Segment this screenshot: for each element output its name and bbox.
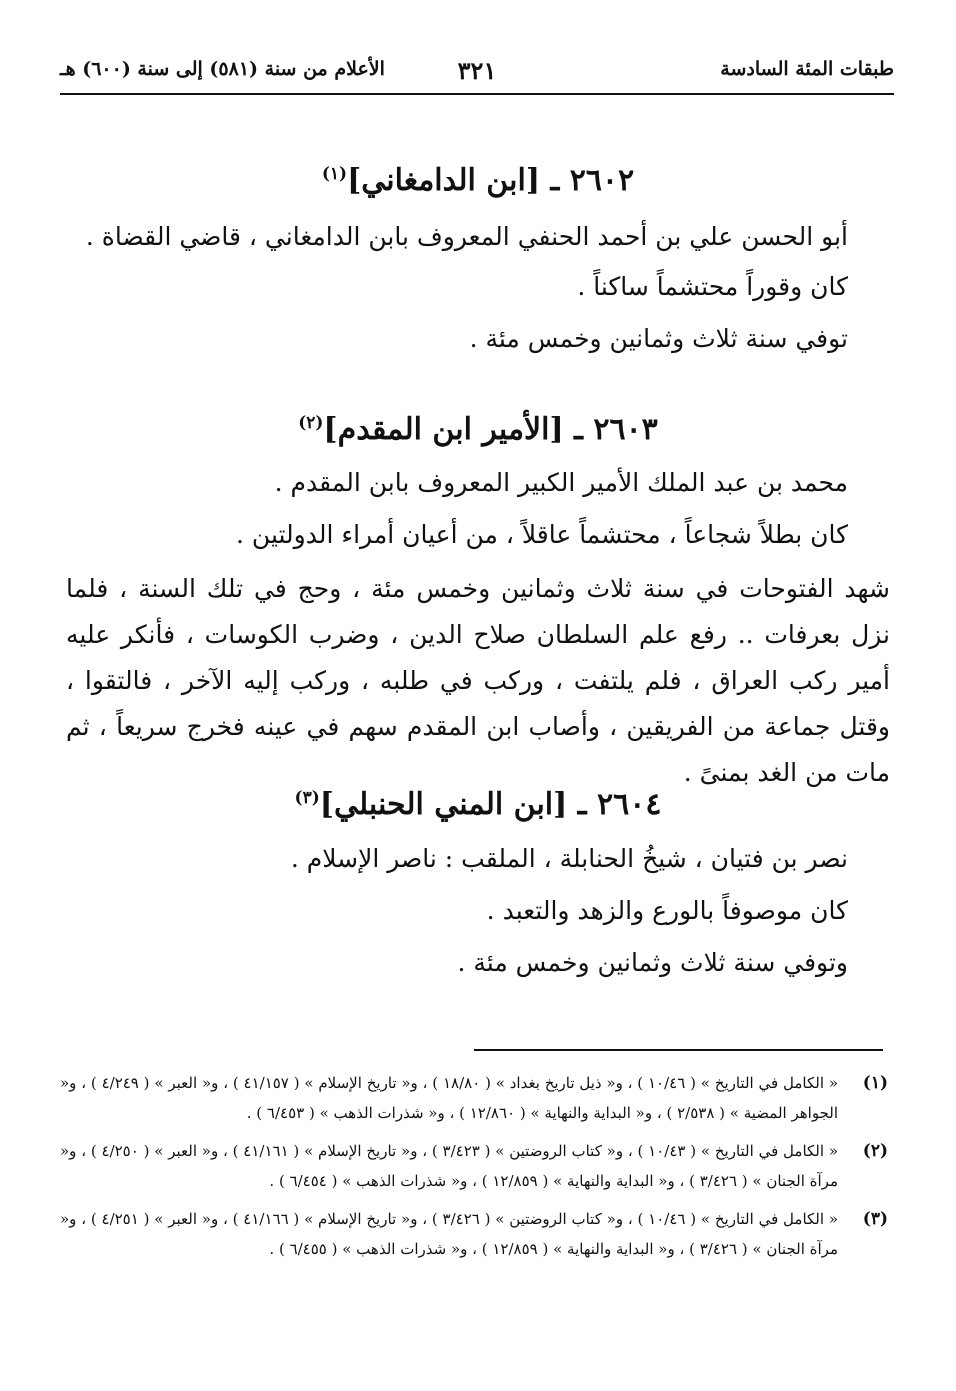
footnote-text: « الكامل في التاريخ » ( ١٠/٤٦ ) ، و« ذيل تاريخ بغداد » ( ١٨/٨٠ ) ، و« تاريخ الإسلام » ( ٤١/١٥٧ ) ، و« العبر » ( ٤/٢٤٩ ) ، و« الجواهر المضية » ( ٢/٥٣٨ ) ، و« البداية والنهاية » ( ١٢/٨٦٠ ) ، و« شذرات الذهب » ( ٦/٤٥٣ ) . xyxy=(60,1074,838,1122)
range-title: الأعلام من سنة (٥٨١) إلى سنة (٦٠٠) هـ xyxy=(60,58,385,80)
footnote-number: (٢) xyxy=(862,1141,888,1161)
footnote xyxy=(60,1136,888,1196)
footnote-divider xyxy=(474,1049,883,1051)
running-header xyxy=(60,58,894,98)
footnote-ref: (٢) xyxy=(298,413,324,433)
section-title: طبقات المئة السادسة xyxy=(720,58,894,80)
entry-title-2602 xyxy=(0,163,956,198)
entry-line: محمد بن عبد الملك الأمير الكبير المعروف بابن المقدم . xyxy=(274,468,848,497)
entry-title-2604 xyxy=(0,787,956,822)
footnote xyxy=(60,1204,888,1264)
entry-line: وتوفي سنة ثلاث وثمانين وخمس مئة . xyxy=(457,948,848,977)
entry-paragraph: شهد الفتوحات في سنة ثلاث وثمانين وخمس مئة ، وحج في تلك السنة ، فلما نزل بعرفات .. رفع علم السلطان صلاح الدين ، وضرب الكوسات ، فأنكر عليه أمير ركب العراق ، فلم يلتفت ، وركب في طلبه ، وركب إليه الآخر ، فالتقوا ، وقتل جماعة من الفريقين ، وأصاب ابن المقدم سهم في عينه فخرج سريعاً ، ثم مات من الغد بمنىً . xyxy=(66,574,890,787)
footnote-ref: (٣) xyxy=(294,788,320,808)
footnote xyxy=(60,1068,888,1128)
footnotes xyxy=(60,1068,888,1272)
entry-line: نصر بن فتيان ، شيخُ الحنابلة ، الملقب : ناصر الإسلام . xyxy=(290,844,848,873)
footnote-ref: (١) xyxy=(321,164,348,184)
footnote-text: « الكامل في التاريخ » ( ١٠/٤٦ ) ، و« كتاب الروضتين » ( ٣/٤٢٦ ) ، و« تاريخ الإسلام » ( ٤١/١٦٦ ) ، و« العبر » ( ٤/٢٥١ ) ، و« مرآة الجنان » ( ٣/٤٢٦ ) ، و« البداية والنهاية » ( ١٢/٨٥٩ ) ، و« شذرات الذهب » ( ٦/٤٥٥ ) . xyxy=(60,1210,839,1258)
entry-line: كان موصوفاً بالورع والزهد والتعبد . xyxy=(486,896,848,925)
entry-title-2603 xyxy=(0,412,956,447)
entry-line: توفي سنة ثلاث وثمانين وخمس مئة . xyxy=(469,324,848,353)
footnote-number: (٣) xyxy=(862,1209,888,1229)
footnote-text: « الكامل في التاريخ » ( ١٠/٤٣ ) ، و« كتاب الروضتين » ( ٣/٤٢٣ ) ، و« تاريخ الإسلام » ( ٤١/١٦١ ) ، و« العبر » ( ٤/٢٥٠ ) ، و« مرآة الجنان » ( ٣/٤٢٦ ) ، و« البداية والنهاية » ( ١٢/٨٥٩ ) ، و« شذرات الذهب » ( ٦/٤٥٤ ) . xyxy=(60,1142,839,1190)
entry-title-text: ٢٦٠٤ ـ [ابن المني الحنبلي] xyxy=(319,787,662,822)
entry-title-text: ٢٦٠٢ ـ [ابن الدامغاني] xyxy=(347,163,635,198)
entry-line: أبو الحسن علي بن أحمد الحنفي المعروف بابن الدامغاني ، قاضي القضاة . xyxy=(85,222,848,251)
entry-line: كان وقوراً محتشماً ساكناً . xyxy=(577,272,848,301)
header-divider xyxy=(60,93,894,95)
entry-line: كان بطلاً شجاعاً ، محتشماً عاقلاً ، من أعيان أمراء الدولتين . xyxy=(236,520,848,549)
page-number: ٣٢١ xyxy=(457,56,497,85)
footnote-number: (١) xyxy=(862,1073,888,1093)
entry-title-text: ٢٦٠٣ ـ [الأمير ابن المقدم] xyxy=(323,412,658,447)
